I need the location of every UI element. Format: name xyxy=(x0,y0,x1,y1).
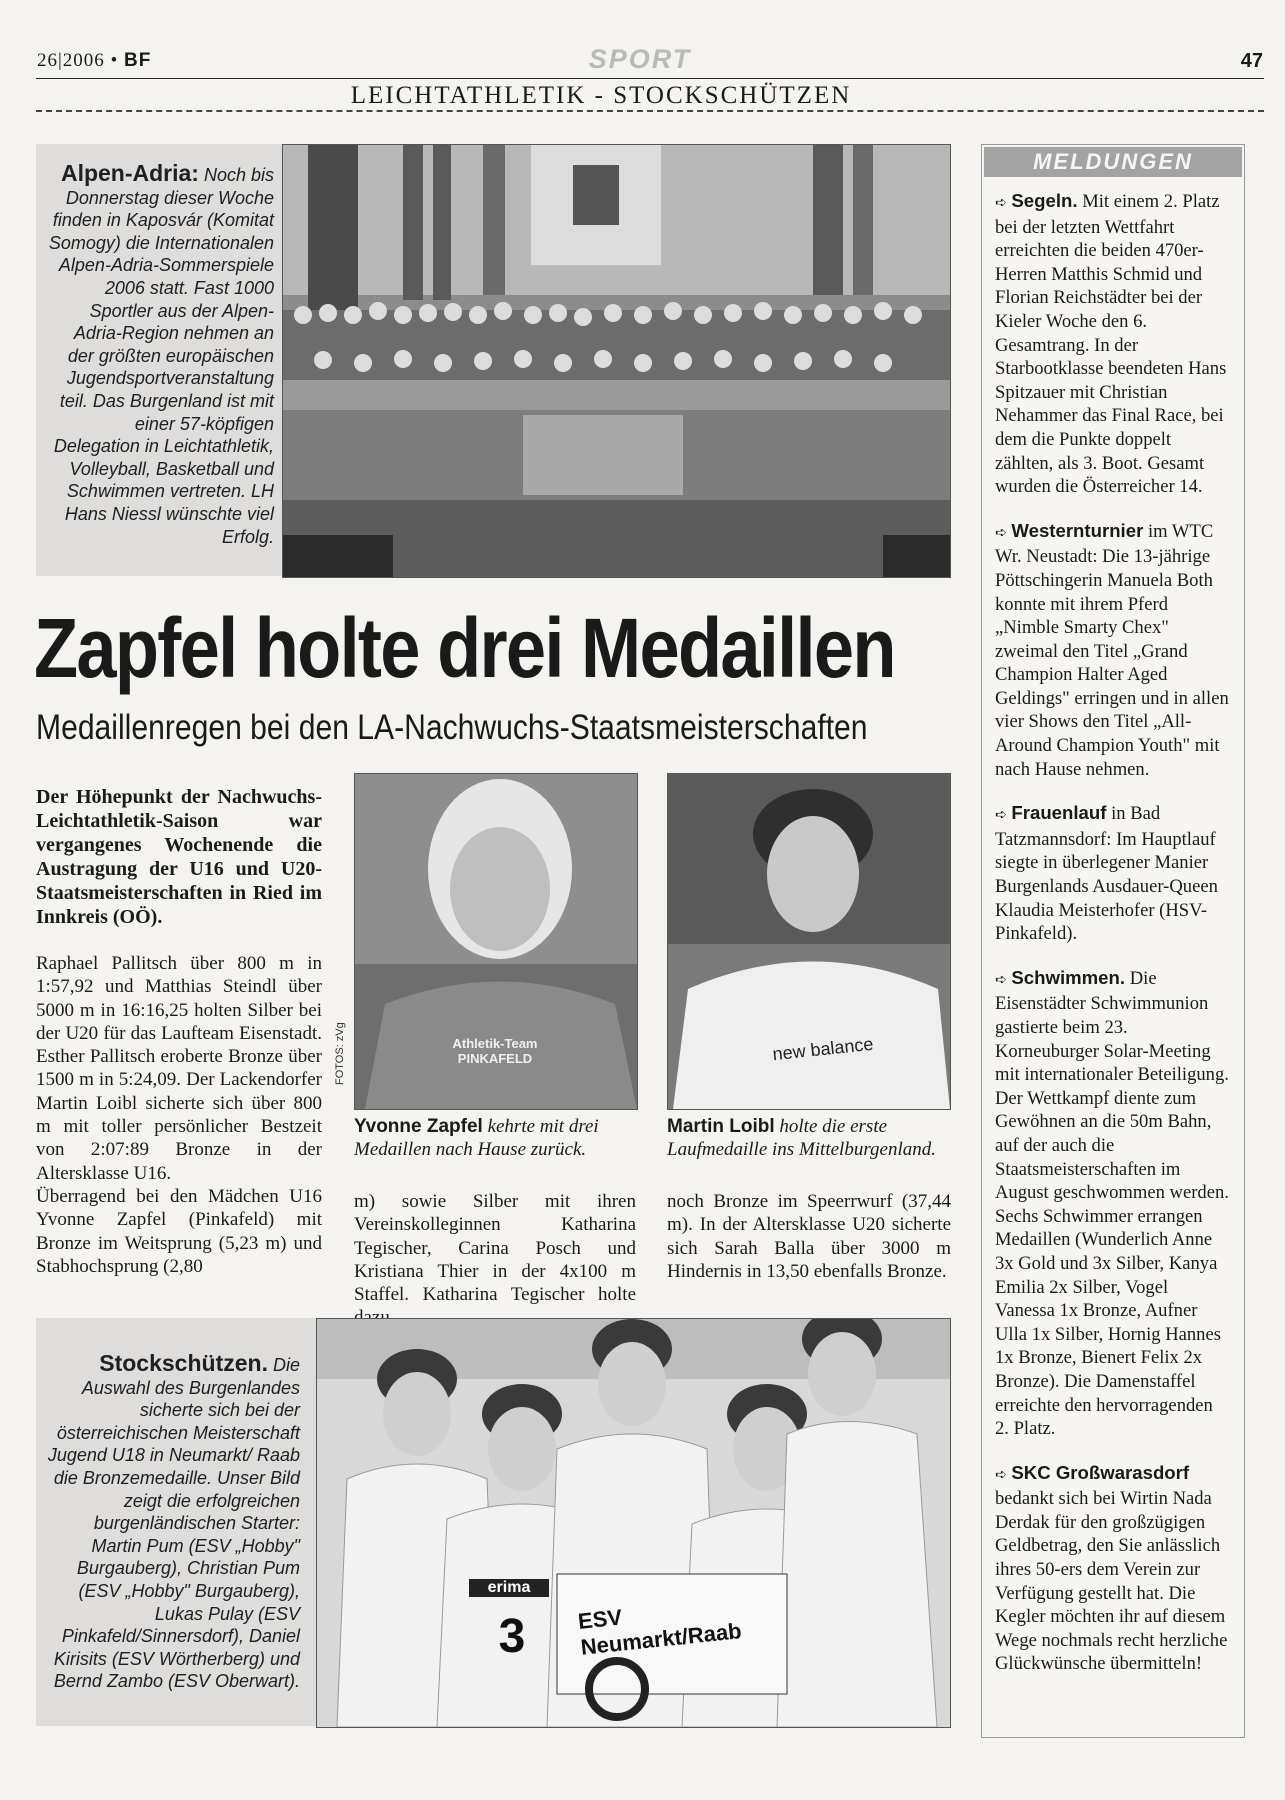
team-banner: ESV Neumarkt/Raab xyxy=(576,1604,743,1660)
alpen-adria-caption xyxy=(36,144,282,576)
news-item-segeln xyxy=(982,189,1244,499)
news-text: bedankt sich bei Wirtin Nada Derdak für den großzügigen Geldbetrag, den Sie anlässlich ihres 50-ers dem Verein zur Verfügung gestellt hat. Die Kegler möchten ihr auf diesem Wege nochmals recht herzliche Glückwünsche übermitteln! xyxy=(995,1488,1228,1675)
paragraph: Raphael Pallitsch über 800 m in 1:57,92 und Matthias Steindl über 5000 m in 16:16,25 holten Silber bei der U20 für das Laufteam Eisenstadt. Esther Pallitsch eroberte Bronze über 1500 m in 5:24,09. Der Lackendorfer Martin Loibl sicherte sich über 800 m mit toller persönlicher Bestzeit von 2:07:89 Bronze in der Altersklasse U16. xyxy=(36,953,322,1184)
arrow-icon: ➪ xyxy=(995,524,1007,541)
caption-text: Die Auswahl des Burgenlandes sicherte sich bei der österreichischen Meisterschaft Jugend U18 in Neumarkt/ Raab die Bronzemedaille. Unser Bild zeigt die erfolgreichen burgenländischen Starter: Martin Pum (ESV „Hobby" Burgauberg), Christian Pum (ESV „Hobby" Burgauberg), Lukas Pulay (ESV Pinkafeld/Sinnersdorf), Daniel Kirisits (ESV Wörtherberg) und Bernd Zambo (ESV Oberwart). xyxy=(47,1355,300,1692)
photo-stockschuetzen-team xyxy=(316,1318,951,1728)
news-text: im WTC Wr. Neustadt: Die 13-jährige Pöttschingerin Manuela Both konnte mit ihrem Pferd „Nimble Smarty Chex" zweimal den Titel „Grand Champion Halter Aged Geldings" erringen und in allen vier Shows den Titel „All-Around Champion Youth" mit nach Hause nehmen. xyxy=(995,520,1229,780)
news-text: Die Eisenstädter Schwimmunion gastierte beim 23. Korneuburger Solar-Meeting mit internationaler Beteiligung. Der Wettkampf diente zum Gewöhnen an die 50m Bahn, auf der auch die Staatsmeisterschaften im August geschwommen werden. Sechs Schwimmer errangen Medaillen (Wunderlich Anne 3x Gold und 3x Silber, Kanya Emilia 2x Silber, Vogel Vanessa 1x Bronze, Aufner Ulla 1x Silber, Hornig Hannes 1x Bronze, Bienert Felix 2x Bronze). Die Damenstaffel erreichte den hervorragenden 2. Platz. xyxy=(995,967,1229,1440)
shirt-logo: new balance xyxy=(771,1033,875,1065)
caption-text: Noch bis Donnerstag dieser Woche finden in Kaposvár (Komitat Somogy) die Internationalen Alpen-Adria-Sommerspiele 2006 statt. Fast 1000 Sportler aus der Alpen-Adria-Region nehmen an der größten europäischen Jugendsportveranstaltung teil. Das Burgenland ist mit einer 57-köpfigen Delegation in Leichtathletik, Volleyball, Basketball und Schwimmen vertreten. LH Hans Niessl wünschte viel Erfolg. xyxy=(48,165,274,547)
article-headline: Zapfel holte drei Medaillen xyxy=(34,601,895,695)
news-text: Mit einem 2. Platz bei der letzten Wettfahrt erreichten die beiden 470er-Herren Matthis Schmid und Florian Reichstädter bei der Kieler Woche den 6. Gesamtrang. In der Starbootklasse beendeten Hans Spitzauer mit Christian Nehammer das Final Race, bei dem die Punkte doppelt zählten, als 3. Boot. Gesamt wurden die Österreicher 14. xyxy=(995,191,1227,498)
dashed-divider xyxy=(36,110,1264,112)
article-subheadline: Medaillenregen bei den LA-Nachwuchs-Staatsmeisterschaften xyxy=(36,708,868,747)
issue-number: 26|2006 xyxy=(37,50,105,71)
stockschuetzen-caption xyxy=(36,1318,326,1726)
article-column-1 xyxy=(36,952,322,1278)
shirt-logo: Athletik-Team PINKAFELD xyxy=(452,1036,538,1066)
paper-name: BF xyxy=(123,50,152,71)
article-column-2: m) sowie Silber mit ihren Vereinskolleginnen Katharina Tegischer, Carina Posch und Kristiana Thier in der 4x100 m Staffel. Katharina Tegischer holte xyxy=(354,1191,636,1306)
photo-yvonne-zapfel xyxy=(354,773,638,1110)
arrow-icon: ➪ xyxy=(995,1466,1007,1483)
news-item-schwimmen xyxy=(982,966,1244,1441)
subsection-title: LEICHTATHLETIK - STOCKSCHÜTZEN xyxy=(350,82,852,109)
caption-name: Martin Loibl xyxy=(667,1116,775,1137)
paragraph: Überragend bei den Mädchen U16 Yvonne Zapfel (Pinkafeld) mit Bronze im Weitsprung (5,23 m) und Stabhochsprung (2,80 xyxy=(36,1185,322,1277)
news-text: in Bad Tatzmannsdorf: Im Hauptlauf siegte in überlegener Manier Burgenlands Ausdauer-Queen Klaudia Meisterhofer (HSV-Pinkafeld). xyxy=(995,803,1218,945)
news-keyword: Frauenlauf xyxy=(1011,802,1107,824)
sidebar-title: MELDUNGEN xyxy=(984,147,1242,177)
news-item-skc xyxy=(982,1461,1244,1676)
news-keyword: SKC Großwarasdorf xyxy=(1011,1461,1190,1483)
issue-date xyxy=(37,50,151,72)
photo-caption-yvonne xyxy=(354,1115,636,1161)
photo-martin-loibl xyxy=(667,773,951,1110)
jersey-number: 3 xyxy=(498,1610,526,1663)
caption-text: kehrte mit drei Medaillen nach Hause zurück. xyxy=(354,1116,599,1160)
page-number: 47 xyxy=(1240,50,1263,72)
arrow-icon: ➪ xyxy=(995,807,1007,824)
jersey-logo: erima xyxy=(469,1579,549,1597)
news-item-frauenlauf xyxy=(982,801,1244,946)
header-rule xyxy=(36,78,1264,79)
news-keyword: Segeln. xyxy=(1011,190,1078,211)
arrow-icon: ➪ xyxy=(995,971,1007,988)
arrow-icon: ➪ xyxy=(995,195,1007,211)
news-keyword: Schwimmen. xyxy=(1011,966,1126,988)
group-photo-parliament xyxy=(282,144,951,578)
caption-name: Yvonne Zapfel xyxy=(354,1116,483,1137)
news-item-westernturnier xyxy=(982,519,1244,782)
news-keyword: Westernturnier xyxy=(1011,519,1144,541)
caption-text: holte die erste Laufmedaille ins Mittelburgenland. xyxy=(667,1116,936,1160)
article-column-3: noch Bronze im Speerrwurf (37,44 m). In der Altersklasse U20 sicherte sich Sarah Balla über 3000 m Hindernis in 13,50 ebenfalls Bronze. xyxy=(667,1191,951,1282)
bullet: • xyxy=(110,50,119,71)
photo-caption-martin xyxy=(667,1115,951,1161)
section-title: SPORT xyxy=(588,44,692,74)
article-lead: Der Höhepunkt der Nachwuchs-Leichtathletik-Saison war vergangenes Wochenende die Austragung der U16 und U20-Staatsmeisterschaften in Ried im Innkreis (OÖ). xyxy=(36,786,322,928)
caption-title: Alpen-Adria: xyxy=(60,160,199,186)
caption-title: Stockschützen. xyxy=(99,1350,268,1376)
photo-credit: FOTOS: zVg xyxy=(334,1022,346,1085)
sidebar-meldungen xyxy=(981,144,1245,1738)
